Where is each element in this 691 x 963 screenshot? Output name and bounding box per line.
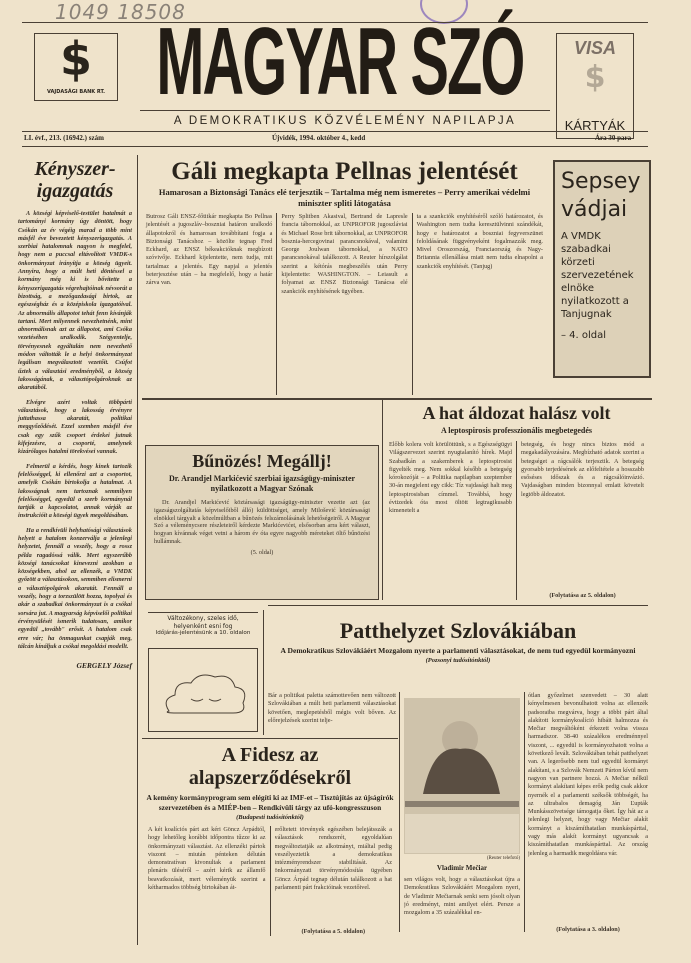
editorial-paragraph: Ha a rendkívüli helyhatósági választások helyett a hatalom konzerválja a jelenlegi helyzetet, fennáll a veszély, hogy a rossz példa ragadóssá válik. Mert egyszerűbb községi tanácsokat kinevezni azokban a községekben, ahol az ellenzék, a VMDK győzött a választásokon, semmiben elismerni a választópolgárok akaratát. Fennáll a veszély, hogy a torzszülött hozza, topolyai és akár a szabadkai önkormányzat is a csókai sorsára jut. A magyarság képviselői politikai érvénysülését ismerik tudatosan, amikor egyedül „tovább" erősít. A hatalom csak erre vár; ha önmagunkat csapják meg, tálcán kínáljuk a csókai megoldási modellt.: [18, 526, 132, 650]
bank-logo: [34, 33, 118, 101]
lead-article: [142, 157, 547, 395]
victims-article: [385, 402, 690, 600]
mečiar-photo: [404, 698, 520, 854]
fidesz-page-ref: (Folytatása a 5. oldalon): [301, 927, 366, 935]
fidesz-column-2: erőltetett törvények egészében belejátsszák a választások rendszerét, egyoldalúan megváltoztatják az alkotmányt, miáltal pedig veszélyeztetik a demokratikus intézményrendszer stabilitását. Az önkormányzati törvénymódosítás ügyében Göncz Árpád tegnap délután találkozott a hat parlamenti párt frakcióinak vezetőivel.: [274, 826, 392, 892]
editorial-paragraph: Felmerül a kérdés, hogy kinek tartozik felelősséggel, ki ellenőrzi azt a csoportot, amelyik Csókán birtokolja a hatalmat. A lakosságnak nem tartoznak semmilyen felelősséggel, egyedül a szerb kormánynál tartják a kapcsolatot, annak várják az instrukcióit a községi ügyek megoldásában.: [18, 462, 132, 520]
visa-dollar-icon: $: [584, 60, 606, 95]
editorial-article: [18, 158, 132, 943]
fidesz-deck: A kemény kormányprogram sem elégíti ki az IMF-et – Tisztújítás az újságírók szervezetében és a MIÉP-ben – Rendkívüli tárgy az ufó-kongresszuson: [146, 793, 394, 812]
handwritten-note: 1049 18508: [55, 0, 186, 24]
lead-column-2: Perry Splitben Akasival, Bertrand de Lapresle francia tábornokkal, az UNPROFOR jugoszláviai és Michael Rose brit tábornokkal, az UNPROFOR bosznia-hercegovinai parancsnokával, valamint George Joulwan tábornokkal, a NATO parancsnokával találkozott. A Reuter hírszolgálat szerint a kétórás megbeszélés után Perry kijelentette: WASHINGTON. – Leiasult a folyamat az ENSZ Biztonsági Tanácsa elé szankciók enyhítésének ügyében.: [276, 213, 411, 395]
editorial-paragraph: Elvégre azért voltak többpárti választások, hogy a lakosság érvényre juttathassa akaratát, politikai meggyőződését. Ezzel szemben másfél éve csak egy szűk csoport érdekei jutnak kifejezésre, a csoporté, amelynek kizárólagos hatalmi törekvései vannak.: [18, 398, 132, 456]
weather-teaser[interactable]: [146, 615, 260, 645]
victims-column-2: betegség, és hogy nincs biztos mód a megakadályozására. Megbízható adatok szerint a betegséget a rágcsálók terjesztik. A betegség gyorsabb terjedésének az előfeltétele a hosszabb esőséses időszak és a rágcsálóinvázió. Vajdaságban minden bizonnyal emlatt követelt legtöbb áldozatot.: [521, 441, 644, 498]
slovakia-intro: Bár a politikai paletta számottevően nem változott Szlovákiában a múlt heti parlamenti választásokat követően, meglepetésből mégis volt bőven. Az előrejelzések szerint telje-: [268, 692, 396, 724]
slovakia-page-ref: (Folytatása a 3. oldalon): [556, 925, 620, 933]
editorial-paragraph: A községi képviselő-testület hatalmát a tartományi kormány úgy döntött, hogy Csókán az év végéig marad a több mint másfél éve bevezetett kényszerigazgatás. A szerbiai hatalomnak nagyon is megfelel, hogy nem a puccsal eltávolított VMDK-s önkormányzat irányítja a község ügyeit. Annyira, hogy a múlt heti döntéssel a kormány még ki is bővítette a kényszerigazgatás végrehajtóinak névsorát a bizottság, a mezőgazdasági birtok, az egészségház és a középiskola igazgatóival. Az abnormális állapotot tehát fenn kívánják tartani. Mert milyennek nevezhetnénk, mint abnormálisnak azt az állapotot, ami Csóka vezetésében uralkodik. Szégyentelje, törvényesnek egyáltalán nem nevezhető módon váltották le a helyi önkormányzat legálisan megválasztott vezetőit. Csúfot űztek a választási eredményből, a község lakosságának, a választópolgároknak az akaratából.: [18, 210, 132, 392]
dateline: Újvidék, 1994. október 4., kedd: [272, 134, 366, 142]
slovakia-source: (Pozsonyi tudósítónktól): [425, 657, 491, 664]
victims-column-1: Előbb kolera volt körülöttünk, s a Egészségügyi Világszervezet szerint nyugtalanító hírek. Majd Szabadkán a szakemberek a leptospirosist figyelték meg. Nem sokkal később a betegség kórokozóját – a Politika napilapban szeptember 30-án megjelent egy cikk: Tíz vajdasági halt meg leptospirosisban címmel. Továbbá, hogy évtizedek óta most öltött legtragikusabb kimenetelt a: [389, 441, 512, 515]
tagline: A DEMOKRATIKUS KÖZVÉLEMÉNY NAPILAPJA: [173, 115, 517, 127]
crime-deck: Dr. Arandjel Markićević szerbiai igazságügy-miniszter nyilatkozott a Magyar Szónak: [168, 474, 356, 493]
crime-text: Dr. Arandjel Markićević köztársasági igazságügy-miniszter vezette azt (az igazságszolgáltatás képviselőiből álló) küldöttséget, amely Milošević köztársasági elnökkel tárgyalt a közelmúltban a bűnözés felszámolásának lehetőségeiről. A Magyar Szó a véleménycsere részleteiről kérdezte Markićevićet, elsősorban arra kért választ, hogyan kívánnak véget vetni a három év óta egyre nagyobb méreteket öltő bűnözési hullámnak.: [154, 499, 370, 545]
crime-interview-box: [145, 445, 379, 600]
slovakia-header: [268, 618, 648, 688]
victims-page-ref: (Folytatása az 5. oldalon): [549, 591, 616, 599]
newspaper-title: MAGYAR SZÓ: [156, 8, 524, 115]
sepsey-title: Sepsey vádjai: [561, 169, 641, 222]
sepsey-page-ref: – 4. oldal: [561, 330, 607, 341]
sepsey-summary: A VMDK szabadkai körzeti szervezetének elnöke nyilatkozott a Tanjugnak: [561, 231, 634, 320]
weather-page-ref: Időjárás-jelentésünk a 10. oldalon: [155, 630, 251, 636]
lead-deck: Hamarosan a Biztonsági Tanács elé terjesztik – Tartalma még nem ismeretes – Perry amerikai védelmi miniszter spliti látogatása: [158, 187, 531, 208]
crime-headline: Bűnözés! Megállj!: [192, 451, 332, 471]
victims-deck: A leptospirosis professzionális megbetegedés: [440, 426, 593, 435]
photo-credit: (Reuter telefotó): [486, 856, 520, 861]
slovakia-deck: A Demokratikus Szlovákiáért Mozgalom nyerte a parlamenti választásokat, de nem tud egyedül kormányozni: [280, 646, 636, 655]
lead-headline: Gáli megkapta Pellnas jelentését: [171, 158, 518, 185]
visa-cards-text: KÁRTYÁK: [564, 118, 626, 133]
weather-illustration: [148, 648, 258, 732]
editorial-title: Kényszer-igazgatás: [34, 158, 116, 202]
slovakia-headline: Patthelyzet Szlovákiában: [339, 618, 577, 643]
price: Ára 30 para: [595, 134, 632, 142]
fidesz-column-1: A két koalíciós párt azt kéri Göncz Árpádtól, hogy lehetőleg korábbi időpontra tűzze ki az önkormányzati választást. Az ellenzéki pártok viszont – miután pénteken délután demonstratívan kivonultak a parlament plenáris üléséről – azért kérik az államfő beavatkozását, mert véleményük szerint a kétharmados többség birtokában át-: [148, 826, 266, 892]
fidesz-article: [144, 744, 396, 936]
lead-column-1: Butrosz Gáli ENSZ-főtitkár megkapta Bo Pellnas jelentését a jugoszláv–boszniai határon uralkodó állapotokról és hamarosan továbbítani fogja a Biztonsági Tanácshoz – közölte tegnap Fred Eckhard, az ENSZ békeakcióknak megbízott szóvivője. Eckhard kijelentette, nem tudja, mit tartalmaz a jelentés. Egy napjal a jelentés beterjesztése után – ha megfelelő, hogy a határ zárva van.: [146, 213, 273, 287]
victims-headline: A hat áldozat halász volt: [422, 403, 611, 423]
issue-number: LI. évf., 213. (16942.) szám: [24, 134, 104, 142]
photo-caption: Vladimir Mečiar: [436, 864, 488, 872]
slovakia-column-2: ótlan győzelmet szenvedett – 30 alatt kényelmesen bevonulhatott volna az ellenzék padsoraiba megvárva, hogy a többi párt által alakított kormánykoalíció hibáit halmozza és Mečiar megváltóként érkezett volna vissza harmadszor. 38-40 százalékos eredménnyel viszont, ... egyedül is kormányozhatott volna a következő levált. Szlovákiában tehát patthelyzet van. A legerősebb nem tud egyedül kormányt alakítani, s a Szlovák Nemzeti Párton kívül nem nagyon van partnere hozzá. A Mečiar nélkül kormányt alakítani képes erők pedig csak akkor nyernék el a parlamenti széksők többségét, ha az ultrabalos demagóg Ján Ľupták Munkásszövetsége támogatja őket. Így hát az a jelenlegi helyzet, hogy vagy Mečiar alakít kormányt a kiszámíthatatlan munkáspárttal, vagy más alakít kormányt ugyancsak a kiszámíthatatlan munkáspárttal. Az ország jelenleg a harmadik megoldásra vár.: [528, 692, 648, 857]
weather-text: Változékony, szeles idő, helyenként esni fog: [167, 615, 239, 630]
visa-cards-ad: [556, 33, 634, 139]
sepsey-teaser-box[interactable]: [553, 160, 651, 378]
lead-column-3: ta a szankciók enyhítéséről szóló határozatot, és Washington nem tudta keresztülvinni szándékát, hogy e határozatot a boszniai fegyverszünet feloldásának függvényeként fogalmazzák meg. Mivel Oroszország, Franciaország és Nagy-Britannia ellenállása miatt nem tudta elnapolni a szankciók enyhítését. (Tanjug): [412, 213, 547, 395]
visa-logo: VISA: [573, 38, 616, 58]
crime-page-ref: (5. oldal): [250, 548, 274, 556]
fidesz-source: (Budapesti tudósítónktól): [236, 814, 304, 821]
bank-dollar-icon: $: [59, 32, 92, 86]
cloud-icon: [149, 649, 257, 731]
slovakia-column-2-wrap: [528, 692, 648, 934]
bank-logo-text: VAJDASÁGI BANK RT.: [46, 89, 106, 95]
fidesz-headline: A Fidesz az alapszerződésekről: [188, 744, 352, 789]
editorial-author: GERGELY József: [76, 661, 132, 671]
slovakia-column-1: sen világos volt, hogy a választásokat újra a Demokratikus Szlovákiáért Mozgalom nyeri, de Vladimir Mečiarnak senki sem jósolt olyan jó eredményt, mint amilyet elért. Persze a mozgalom a 35 százalékkal en-: [404, 876, 520, 917]
